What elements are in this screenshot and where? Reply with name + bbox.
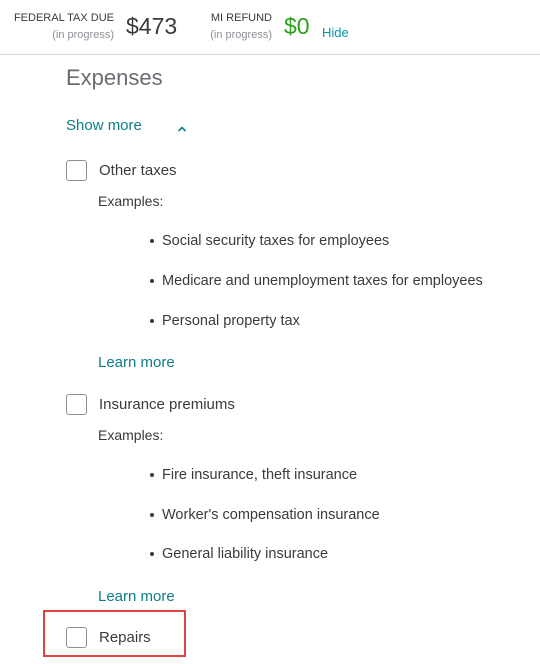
federal-tax-label bbox=[0, 10, 114, 44]
checkbox-label: Repairs bbox=[99, 628, 151, 646]
checkbox-insurance-premiums[interactable] bbox=[66, 394, 87, 415]
learn-more-link[interactable]: Learn more bbox=[98, 354, 175, 371]
learn-more-link[interactable]: Learn more bbox=[98, 588, 175, 605]
list-item-text: Social security taxes for employees bbox=[162, 233, 390, 249]
list-item-text: Medicare and unemployment taxes for employees bbox=[162, 273, 483, 289]
page-title: Expenses bbox=[66, 65, 163, 90]
hide-link[interactable]: Hide bbox=[322, 25, 349, 40]
list-item bbox=[150, 546, 328, 562]
list-item-text: Fire insurance, theft insurance bbox=[162, 467, 358, 483]
mi-refund-label bbox=[190, 10, 272, 44]
bullet-icon bbox=[150, 319, 154, 323]
tax-summary-bar bbox=[0, 0, 540, 55]
mi-refund-amount: $0 bbox=[284, 13, 310, 39]
checkbox-row-other-taxes[interactable] bbox=[66, 160, 177, 181]
list-item-text: Personal property tax bbox=[162, 313, 300, 329]
bullet-icon bbox=[150, 473, 154, 477]
checkbox-label: Other taxes bbox=[99, 161, 177, 179]
list-item bbox=[150, 233, 389, 249]
mi-refund-status: (in progress) bbox=[210, 29, 272, 41]
list-item bbox=[150, 507, 380, 523]
show-more-toggle[interactable] bbox=[66, 116, 188, 136]
show-more-label: Show more bbox=[66, 117, 142, 134]
chevron-up-icon bbox=[176, 121, 188, 133]
federal-tax-title: FEDERAL TAX DUE bbox=[13, 12, 114, 24]
mi-refund-title: MI REFUND bbox=[210, 12, 272, 24]
examples-label: Examples: bbox=[98, 427, 164, 443]
list-item bbox=[150, 313, 300, 329]
bullet-icon bbox=[150, 279, 154, 283]
federal-tax-amount: $473 bbox=[126, 13, 178, 39]
checkbox-label: Insurance premiums bbox=[99, 395, 235, 413]
bullet-icon bbox=[150, 552, 154, 556]
federal-tax-status: (in progress) bbox=[52, 29, 114, 41]
bullet-icon bbox=[150, 239, 154, 243]
highlight-box bbox=[43, 610, 186, 657]
checkbox-other-taxes[interactable] bbox=[66, 160, 87, 181]
list-item-text: General liability insurance bbox=[162, 546, 329, 562]
examples-label: Examples: bbox=[98, 193, 164, 209]
list-item bbox=[150, 273, 483, 289]
checkbox-row-insurance-premiums[interactable] bbox=[66, 394, 235, 415]
bullet-icon bbox=[150, 513, 154, 517]
list-item-text: Worker's compensation insurance bbox=[162, 507, 380, 523]
list-item bbox=[150, 467, 357, 483]
